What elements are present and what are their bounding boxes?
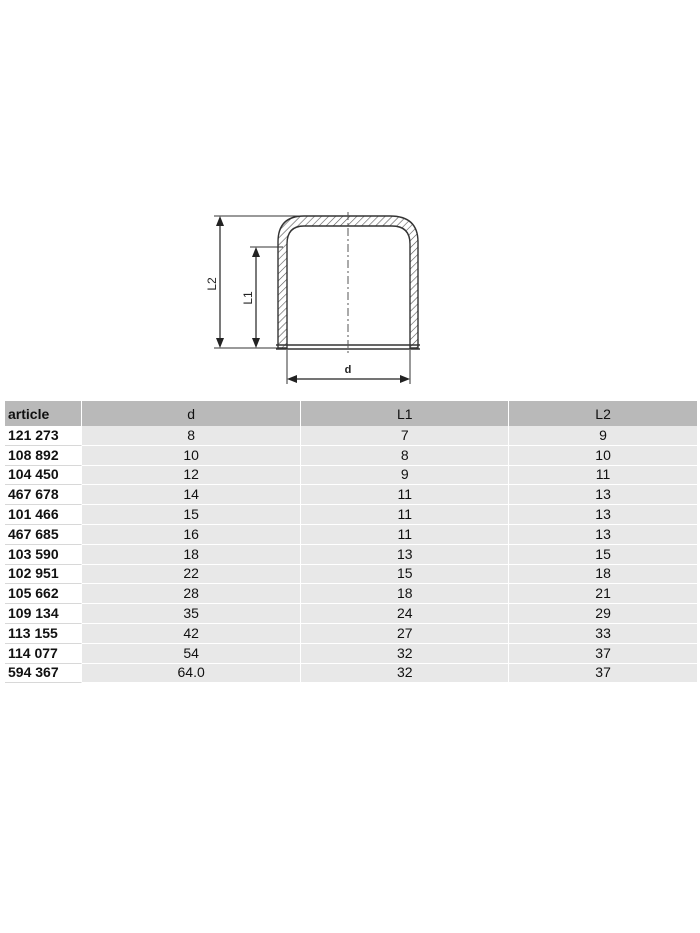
cell-l1: 32 (301, 644, 509, 664)
cell-d: 15 (82, 505, 302, 525)
dimension-l1-label: L1 (241, 291, 255, 305)
header-article: article (5, 401, 82, 426)
table-row (5, 466, 697, 486)
dimension-table (5, 401, 697, 683)
cell-l2: 13 (509, 525, 697, 545)
table-body (5, 426, 697, 683)
cell-d: 22 (82, 565, 302, 585)
cell-d: 18 (82, 545, 302, 565)
table-row (5, 604, 697, 624)
cell-l2: 9 (509, 426, 697, 446)
end-cap-drawing (0, 0, 700, 400)
cell-article: 102 951 (5, 565, 82, 585)
header-l2: L2 (509, 401, 697, 426)
dimension-d-label: d (344, 364, 352, 376)
table-header-row (5, 401, 697, 426)
cell-l1: 13 (301, 545, 509, 565)
cell-d: 16 (82, 525, 302, 545)
cell-l2: 21 (509, 584, 697, 604)
cell-article: 103 590 (5, 545, 82, 565)
cell-d: 28 (82, 584, 302, 604)
cell-d: 8 (82, 426, 302, 446)
cell-l2: 37 (509, 664, 697, 684)
cell-l2: 13 (509, 505, 697, 525)
cell-article: 114 077 (5, 644, 82, 664)
cell-article: 109 134 (5, 604, 82, 624)
cell-article: 467 685 (5, 525, 82, 545)
table-row (5, 426, 697, 446)
cell-l2: 11 (509, 466, 697, 486)
cell-article: 121 273 (5, 426, 82, 446)
cell-article: 105 662 (5, 584, 82, 604)
table-row (5, 446, 697, 466)
table-row (5, 545, 697, 565)
table-row (5, 565, 697, 585)
cell-l1: 11 (301, 505, 509, 525)
cell-l1: 8 (301, 446, 509, 466)
cell-d: 14 (82, 485, 302, 505)
cell-l2: 15 (509, 545, 697, 565)
cell-d: 35 (82, 604, 302, 624)
cell-l2: 37 (509, 644, 697, 664)
cell-l2: 13 (509, 485, 697, 505)
dimension-l2-label: L2 (205, 277, 219, 291)
cell-article: 108 892 (5, 446, 82, 466)
cell-d: 12 (82, 466, 302, 486)
table-row (5, 584, 697, 604)
cell-l1: 11 (301, 485, 509, 505)
cell-l1: 18 (301, 584, 509, 604)
header-l1: L1 (301, 401, 509, 426)
cell-article: 594 367 (5, 664, 82, 684)
table-row (5, 505, 697, 525)
cell-d: 42 (82, 624, 302, 644)
header-d: d (82, 401, 302, 426)
cell-article: 113 155 (5, 624, 82, 644)
cell-d: 64.0 (82, 664, 302, 684)
cell-article: 467 678 (5, 485, 82, 505)
cell-l2: 29 (509, 604, 697, 624)
table-row (5, 525, 697, 545)
cell-l2: 18 (509, 565, 697, 585)
cell-l1: 9 (301, 466, 509, 486)
table-row (5, 644, 697, 664)
cell-l1: 7 (301, 426, 509, 446)
cell-l1: 32 (301, 664, 509, 684)
cell-l1: 24 (301, 604, 509, 624)
cell-article: 101 466 (5, 505, 82, 525)
cell-d: 54 (82, 644, 302, 664)
cell-l1: 15 (301, 565, 509, 585)
table-row (5, 664, 697, 684)
cell-article: 104 450 (5, 466, 82, 486)
cell-l2: 10 (509, 446, 697, 466)
table-row (5, 485, 697, 505)
cell-d: 10 (82, 446, 302, 466)
cell-l1: 11 (301, 525, 509, 545)
cell-l1: 27 (301, 624, 509, 644)
cell-l2: 33 (509, 624, 697, 644)
table-row (5, 624, 697, 644)
